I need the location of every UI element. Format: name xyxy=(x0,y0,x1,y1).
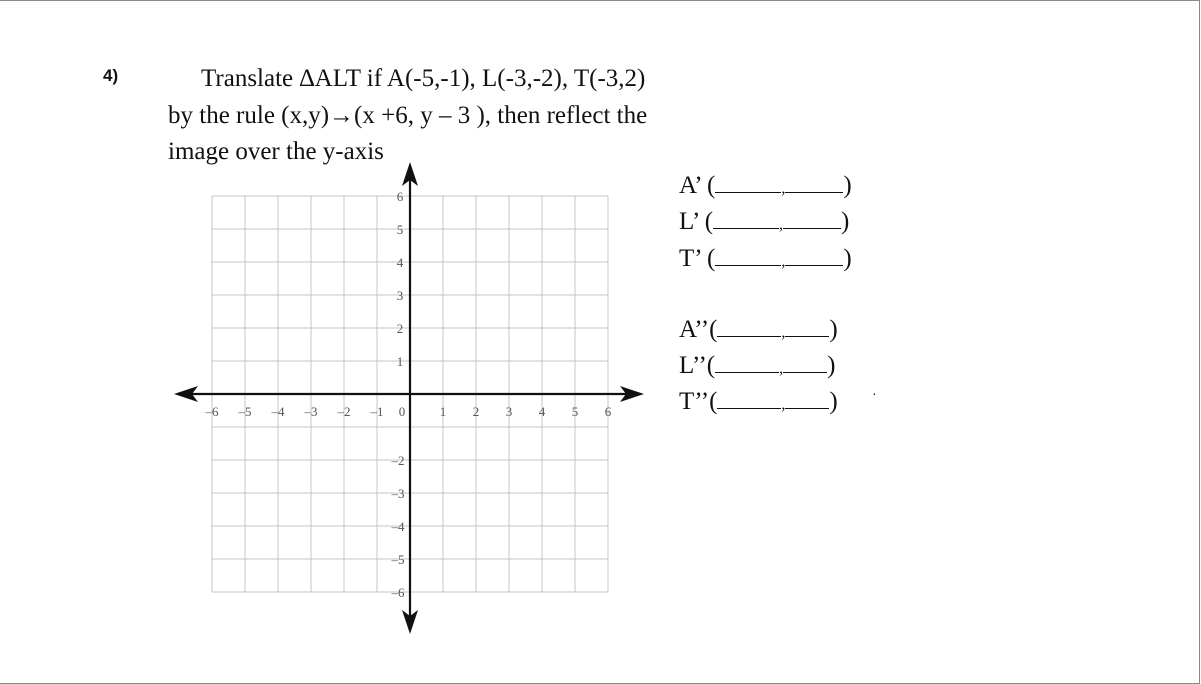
coordinate-separator: , xyxy=(781,253,786,270)
x-tick-label: 4 xyxy=(538,404,546,419)
y-tick-label: –3 xyxy=(391,486,405,501)
x-tick-label: 2 xyxy=(472,404,480,419)
coordinate-separator: , xyxy=(779,360,784,377)
x-coordinate-blank[interactable] xyxy=(717,388,781,409)
x-coordinate-blank[interactable] xyxy=(715,352,779,373)
problem-line-1: Translate ∆ALT if A(-5,-1), L(-3,-2), T(-3,2) xyxy=(201,65,646,92)
y-tick-label: –5 xyxy=(391,552,405,567)
trailing-mark: · xyxy=(872,388,877,403)
y-coordinate-blank[interactable] xyxy=(785,388,829,409)
answer-label: A’ ( xyxy=(679,172,716,199)
y-tick-label: 4 xyxy=(396,255,404,270)
answer-row xyxy=(679,208,849,238)
coordinate-separator: , xyxy=(781,324,786,341)
y-coordinate-blank[interactable] xyxy=(785,316,829,337)
y-coordinate-blank[interactable] xyxy=(783,352,827,373)
answer-label: A’’( xyxy=(679,316,718,343)
answer-row xyxy=(679,316,838,346)
answer-row xyxy=(679,388,838,418)
x-tick-label: –6 xyxy=(205,404,219,419)
closing-paren: ) xyxy=(843,245,852,272)
coordinate-separator: , xyxy=(781,180,786,197)
x-coordinate-blank[interactable] xyxy=(717,316,781,337)
answer-row xyxy=(679,245,852,275)
answer-label: T’ ( xyxy=(679,245,716,272)
x-tick-label: –4 xyxy=(271,404,285,419)
y-coordinate-blank[interactable] xyxy=(785,172,843,193)
y-tick-label: 5 xyxy=(396,222,404,237)
x-tick-label: –5 xyxy=(238,404,252,419)
problem-line-2: by the rule (x,y)→(x +6, y – 3 ), then reflect the xyxy=(168,102,648,129)
answer-label: L’’( xyxy=(679,352,716,379)
answer-label: L’ ( xyxy=(679,208,714,235)
closing-paren: ) xyxy=(829,388,838,415)
closing-paren: ) xyxy=(829,316,838,343)
y-tick-label: –6 xyxy=(391,585,405,600)
y-coordinate-blank[interactable] xyxy=(785,245,843,266)
x-tick-label: 6 xyxy=(604,404,612,419)
coordinate-separator: , xyxy=(779,216,784,233)
x-tick-label: –3 xyxy=(304,404,318,419)
closing-paren: ) xyxy=(843,172,852,199)
x-tick-label: 1 xyxy=(439,404,447,419)
answer-label: T’’( xyxy=(679,388,718,415)
y-tick-label: 6 xyxy=(396,189,404,204)
closing-paren: ) xyxy=(827,352,836,379)
x-tick-label: 5 xyxy=(571,404,579,419)
x-tick-label: –2 xyxy=(337,404,351,419)
y-tick-label: –4 xyxy=(391,519,405,534)
x-coordinate-blank[interactable] xyxy=(713,208,779,229)
coordinate-separator: , xyxy=(781,396,786,413)
answer-row xyxy=(679,172,852,202)
y-tick-label: 3 xyxy=(396,288,404,303)
problem-number: 4) xyxy=(103,66,119,85)
y-tick-label: 1 xyxy=(396,354,404,369)
y-tick-label: 2 xyxy=(396,321,404,336)
x-tick-label: –1 xyxy=(370,404,384,419)
x-coordinate-blank[interactable] xyxy=(715,172,781,193)
x-tick-label: 3 xyxy=(505,404,513,419)
x-tick-label: 0 xyxy=(398,404,406,419)
y-coordinate-blank[interactable] xyxy=(783,208,841,229)
closing-paren: ) xyxy=(841,208,850,235)
problem-line-3: image over the y-axis xyxy=(168,138,384,165)
answer-row xyxy=(679,352,835,382)
x-coordinate-blank[interactable] xyxy=(715,245,781,266)
y-tick-label: –2 xyxy=(391,453,405,468)
